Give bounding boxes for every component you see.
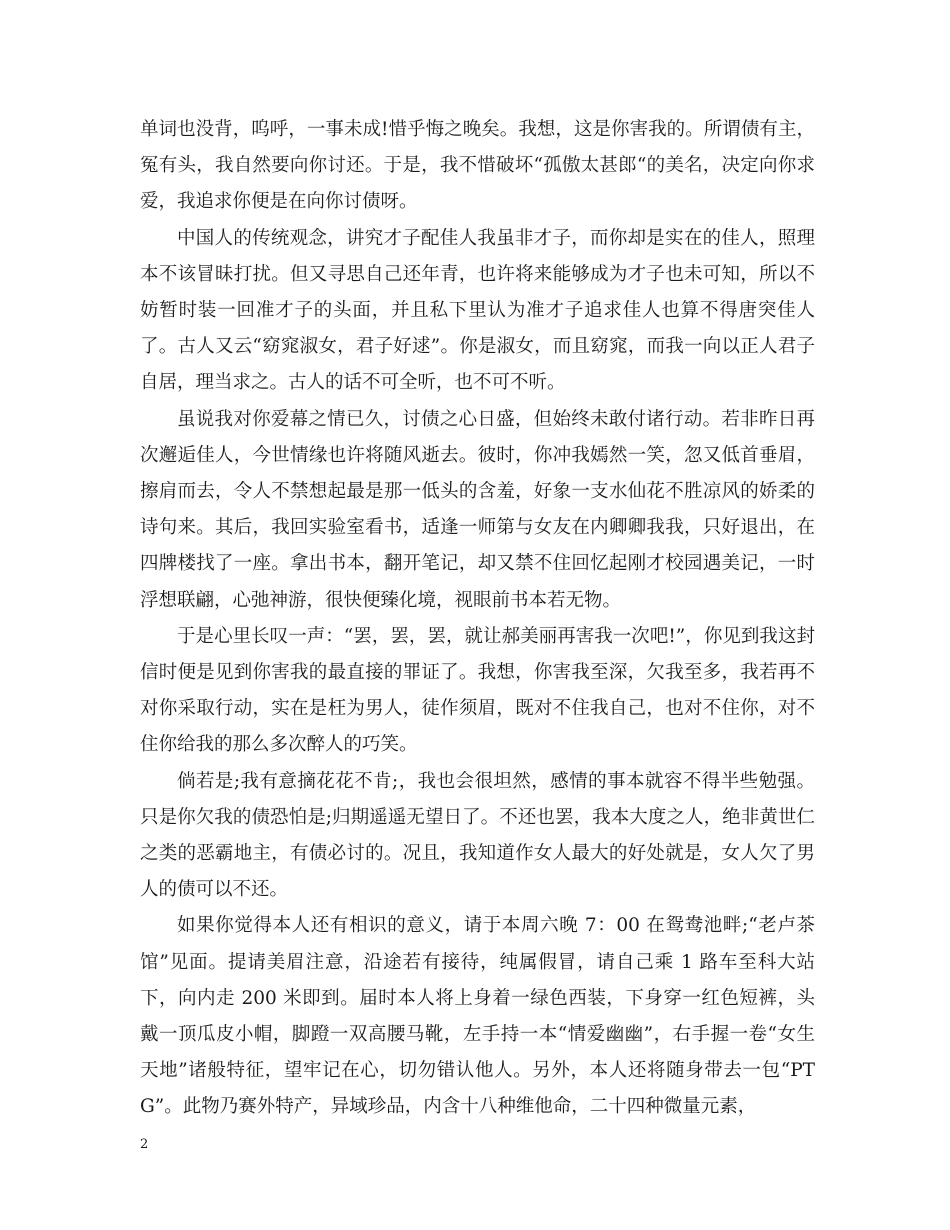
page-number: 2	[140, 1137, 149, 1152]
paragraph-1: 单词也没背，呜呼，一事未成!惜乎悔之晚矣。我想，这是你害我的。所谓债有主，冤有头，我自然要向你讨还。于是，我不惜破坏“孤傲太甚郎“的美名，决定向你求爱，我追求你便是在向你讨债呀。	[140, 119, 815, 213]
paragraph-6: 如果你觉得本人还有相识的意义，请于本周六晚 7：00 在鸳鸯池畔;“老卢茶馆”见面。提请美眉注意，沿途若有接待，纯属假冒，请自己乘 1 路车至科大站下，向内走 200 米即到。届时本人将上身着一绿色西装，下身穿一红色短裤，头戴一顶瓜皮小帽，脚蹬一双高腰马靴，左手持一本“情爱幽幽”，右手握一卷“女生天地”诸般特征，望牢记在心，切勿错认他人。另外，本人还将随身带去一包“PTG”。此物乃赛外特产，异域珍品，内含十八种维他命，二十四种微量元素，	[140, 915, 815, 1118]
paragraph-3: 虽说我对你爱幕之情已久，讨债之心日盛，但始终未敢付诸行动。若非昨日再次邂逅佳人，今世情缘也许将随风逝去。彼时，你冲我嫣然一笑，忽又低首垂眉，擦肩而去，令人不禁想起最是那一低头的含羞，好象一支水仙花不胜凉风的娇柔的诗句来。其后，我回实验室看书，适逢一师第与女友在内卿卿我我，只好退出，在四牌楼找了一座。拿出书本，翻开笔记，却又禁不住回忆起刚才校园遇美记，一时浮想联翩，心弛神游，很快便臻化境，视眼前书本若无物。	[140, 408, 815, 611]
paragraph-5: 倘若是;我有意摘花花不肯;，我也会很坦然，感情的事本就容不得半些勉强。只是你欠我的债恐怕是;归期遥遥无望日了。不还也罢，我本大度之人，绝非黄世仁之类的恶霸地主，有债必讨的。况且，我知道作女人最大的好处就是，女人欠了男人的债可以不还。	[140, 770, 815, 901]
paragraph-4: 于是心里长叹一声：“罢，罢，罢，就让郝美丽再害我一次吧!”，你见到我这封信时便是见到你害我的最直接的罪证了。我想，你害我至深，欠我至多，我若再不对你采取行动，实在是枉为男人，徒作须眉，既对不住我自己，也对不住你，对不住你给我的那么多次醉人的巧笑。	[140, 625, 815, 756]
body-text	[140, 112, 815, 1126]
paragraph-2: 中国人的传统观念，讲究才子配佳人我虽非才子，而你却是实在的佳人，照理本不该冒昧打扰。但又寻思自己还年青，也许将来能够成为才子也未可知，所以不妨暂时装一回准才子的头面，并且私下里认为准才子追求佳人也算不得唐突佳人了。古人又云“窈窕淑女，君子好逑”。你是淑女，而且窈窕，而我一向以正人君子自居，理当求之。古人的话不可全听，也不可不听。	[140, 227, 815, 394]
